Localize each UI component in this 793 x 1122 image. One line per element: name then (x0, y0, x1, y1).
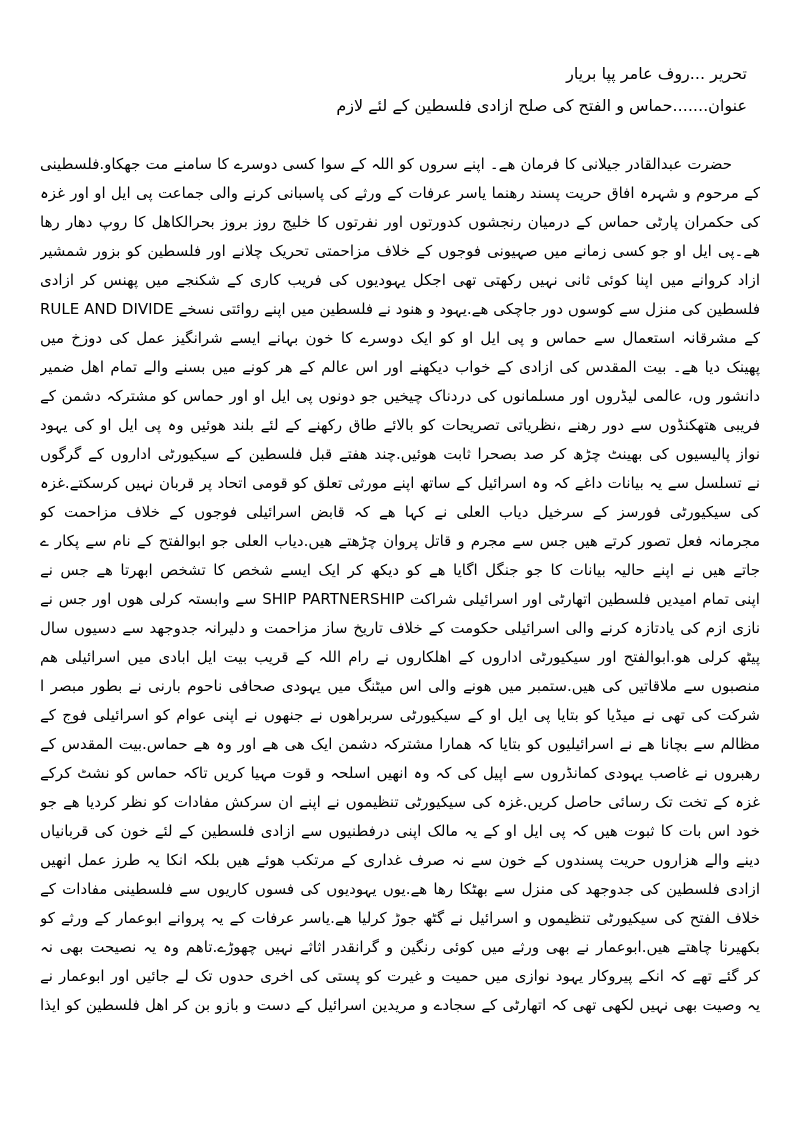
body-line: کے مرحوم و شہرہ افاق حریت پسند رھنما یاسر عرفات کے ورثے کی پاسبانی کرنے والی جماعت پی ایل او اور غزہ (40, 184, 760, 202)
body-line: جاتے ھیں نے اپنے حالیہ بیانات کا جو جنگل اگایا ھے کو دیکھ کر ایک ایسے شخص کا تشخص ابھرتا ھے جس نے (40, 561, 760, 579)
body-line: دانشور وں، عالمی لیڈروں اور مسلمانوں کی دردناک چیخیں جو دونوں پی ایل او اور حماس کو مشترکہ دشمن کے (40, 387, 760, 405)
article-body (40, 150, 760, 1020)
body-line: پھینک دیا ھے۔ بیت المقدس کی ازادی کے خواب دیکھنے اور اس عالم کے ھر کونے میں بسنے والے تمام اھل ضمیر (40, 358, 760, 376)
body-line: پیٹھ کرلی ھو.ابوالفتح اور سیکیورٹی اداروں کے اھلکاروں نے رام اللہ کے قریب بیت ایل ابادی میں اسرائیلی ھم (40, 648, 760, 666)
body-line: شرکت کی تھی نے میڈیا کو بتایا پی ایل او کے سیکیورٹی سربراھوں نے جنھوں نے اپنی عوام کو اسرائیلی فوج کے (40, 706, 760, 724)
body-line: نازی ازم کی یادتازہ کرنے والی اسرائیلی حکومت کے خلاف تاریخ ساز مزاحمت و دلیرانہ جدوجھد سے دسیوں سال (40, 619, 760, 637)
body-line: کر گئے تھے کہ انکے پیروکار یہود نوازی میں حمیت و غیرت کو پستی کی اخری حدوں تک لے جائیں اور ابوعمار نے (40, 967, 760, 985)
body-line: کی حکمران پارٹی حماس کے درمیان رنجشوں کدورتوں اور نفرتوں کا خلیج روز بروز بحرالکاھل کا روپ دھار رھا (40, 213, 760, 231)
body-line: بکھیرنا چاھتے ھیں.ابوعمار نے بھی ورثے میں کوئی رنگین و گرانقدر اثاثے نہیں چھوڑے.تاھم وہ یہ نصیحت بھی نہ (40, 938, 760, 956)
body-line: فریبی ھتھکنڈوں سے دور رھنے ،نظریاتی تصریحات کو بالائے طاق رکھنے کے لئے بلند ھوئیں وہ پی ایل او کی یہود (40, 416, 760, 434)
document-header (47, 58, 747, 122)
author-line: تحریر ...روف عامر پپا بریار (566, 64, 747, 83)
body-line: کے مشرقانہ استعمال سے حماس و پی ایل او کو ایک دوسرے کا خون بہانے ایسے شرانگیز عمل کی دوزخ میں (40, 329, 760, 347)
body-line: منصبوں سے ملاقاتیں کی ھیں.ستمبر میں ھونے والی اس میٹنگ میں یہودی صحافی ناحوم بارنی نے بطور مبصر ا (40, 677, 760, 695)
body-line: رھبروں نے غاصب یہودی کمانڈروں سے اپیل کی کہ وہ انھیں اسلحہ و قوت مہیا کریں تاکہ حماس کو نشٹ کرکے (40, 764, 760, 782)
body-line: فلسطین کی منزل سے کوسوں دور جاچکی ھے.یہود و ھنود نے فلسطین میں اپنے روائتی نسخے RULE AND DIVIDE (40, 300, 760, 318)
body-line: ازاد کروانے میں اپنا کوئی ثانی نہیں رکھتی تھی اجکل یہودیوں کی فریب کاری کے شکنجے میں پھنس کر ازادی (40, 271, 760, 289)
body-line: دینے والے ھزاروں حریت پسندوں کے خون سے نہ صرف غداری کے مرتکب ھوئے ھیں بلکہ انکا یہ طرز عمل انھیں (40, 851, 760, 869)
body-line: نواز پالیسیوں کی بھینٹ چڑھ کر صد بصحرا ثابت ھوئیں.چند ھفتے قبل فلسطین کے سیکیورٹی اداروں کے گرگوں (40, 445, 760, 463)
body-line: خود اس بات کا ثبوت ھیں کہ پی ایل او کے یہ مالک اپنی درفطنیوں سے ازادی فلسطین کے لئے خون کی قربانیاں (40, 822, 760, 840)
body-line: نے تسلسل سے یہ بیانات داغے کہ وہ اسرائیل کے ساتھ اپنے مورثی تعلق کو قومی اتحاد پر قربان نہیں کرسکتے.غزہ (40, 474, 760, 492)
body-line: مجرمانہ فعل تصور کرتے ھیں جس سے مجرم و قاتل پروان چڑھتے ھیں.دیاب العلی جو ابوالفتح کے نام سے پکار ے (40, 532, 760, 550)
title-line: عنوان.......حماس و الفتح کی صلح ازادی فلسطین کے لئے لازم (336, 96, 747, 115)
body-line: ازادی فلسطین کی جدوجھد کی منزل سے بھٹکا رھا ھے.یوں یہودیوں کی فسوں کاریوں سے فلسطینی مفادات کے (40, 880, 760, 898)
body-line: اپنی تمام امیدیں فلسطین اتھارٹی اور اسرائیلی شراکت SHIP PARTNERSHIP سے وابستہ کرلی ھوں اور جس نے (40, 590, 760, 608)
body-line: حضرت عبدالقادر جیلانی کا فرمان ھے۔ اپنے سروں کو اللہ کے سوا کسی دوسرے کا سامنے مت جھکاو.فلسطینی (40, 155, 732, 173)
body-line: مظالم سے بچانا ھے نے اسرائیلیوں کو بتایا کہ ھمارا مشترکہ دشمن ایک ھی ھے اور وہ ھے حماس.بیت المقدس کے (40, 735, 760, 753)
body-line: کی سیکیورٹی فورسز کے سرخیل دیاب العلی نے کہا ھے کہ قابض اسرائیلی فوجوں کے خلاف مزاحمت کو (40, 503, 760, 521)
body-line: ھے۔پی ایل او جو کسی زمانے میں صہیونی فوجوں کے خلاف مزاحمتی تحریک چلانے اور فلسطین کو بزور شمشیر (40, 242, 760, 260)
body-line: یہ وصیت بھی نہیں لکھی تھی کہ اتھارٹی کے سجادے و مریدین اسرائیل کے دست و بازو بن کر اھل فلسطین کو ایذا (40, 996, 760, 1014)
body-line: غزہ کے تخت تک رسائی حاصل کریں.غزہ کی سیکیورٹی تنظیموں نے اپنے ان سرکش مفادات کو نظر کردیا ھے جو (40, 793, 760, 811)
body-line: خلاف الفتح کی سیکیورٹی تنظیموں و اسرائیل نے گٹھ جوڑ کرلیا ھے.یاسر عرفات کے یہ پروانے ابوعمار کے ورثے کو (40, 909, 760, 927)
